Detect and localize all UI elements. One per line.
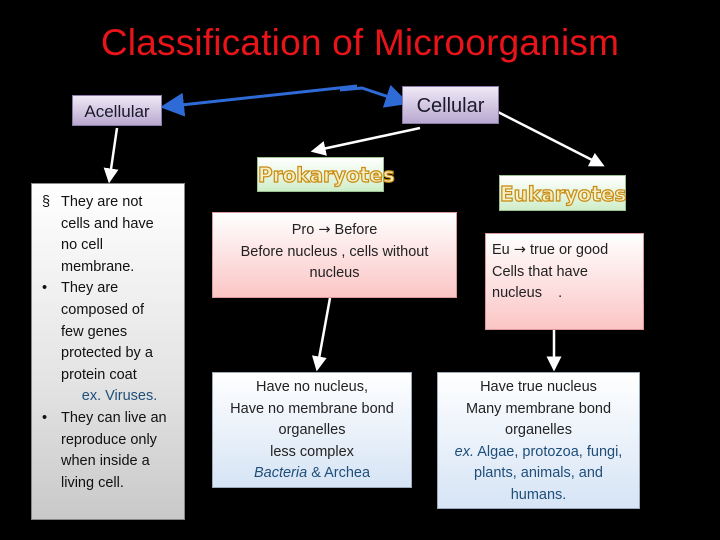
page-title: Classification of Microorganism [100,22,620,63]
meaning: true or good [529,242,609,258]
bullet-line: no cell [61,237,103,254]
example-value: Viruses. [105,388,158,405]
prokaryotes-features-box [212,372,412,488]
feature-line: organelles [278,422,346,438]
feature-line: Have no membrane bond [230,400,394,417]
meaning: Before [334,222,378,238]
acellular-example [61,386,178,408]
example-archea: Archea [324,465,371,481]
eukaryotes-etymology [492,240,643,262]
bullet-line: membrane. [61,258,135,275]
acellular-bullet-3 [32,408,178,494]
acellular-bullet-1 [32,192,178,278]
bullet-marker-icon: • [42,280,48,297]
bullet-line: composed of [61,301,145,318]
example-label: ex. [454,443,474,460]
eukaryotes-examples [438,442,639,464]
acellular-description-panel [31,183,185,520]
definition-line: Cells that have [492,263,588,280]
arrow-prokaryote-desc-to-features-icon [318,298,330,364]
definition-line: Before nucleus , cells without [240,243,429,260]
feature-line: Many membrane bond [465,400,612,417]
bullet-line: when inside a [61,453,150,470]
bullet-line: few genes [61,323,128,340]
example-line: humans. [510,486,567,503]
prokaryotes-box: Prokaryotes [257,157,384,192]
bullet-line: reproduce only [61,431,157,448]
bullet-marker-icon: § [42,194,51,210]
prefix: Pro [291,222,315,238]
eukaryotes-features-box [437,372,640,509]
eukaryotes-definition-box [485,233,644,330]
bullet-line: protected by a [61,345,153,362]
bullet-line: protein coat [61,366,137,383]
bullet-marker-icon: • [42,409,48,426]
connector-cellular-to-acellular-arrow-icon [172,86,357,106]
prokaryotes-examples [213,463,411,485]
arrow-cellular-to-eukaryotes-icon [498,112,598,163]
right-arrow-icon: → [318,222,331,238]
feature-line: Have true nucleus [480,379,597,395]
arrow-acellular-to-panel-icon [110,128,117,176]
prokaryotes-definition-box [212,212,457,298]
prokaryotes-etymology [213,220,456,242]
cellular-box: Cellular [402,86,499,124]
bullet-line: living cell. [61,474,124,491]
example-bacteria: Bacteria [253,465,308,481]
example-label: ex. [81,388,102,405]
definition-line: nucleus . [492,285,563,301]
right-arrow-icon: → [513,242,526,258]
example-line: Algae, protozoa, fungi, [477,443,623,460]
bullet-line: They are not [61,194,143,210]
bullet-line: They can live an [61,409,167,426]
feature-line: organelles [505,422,572,438]
eukaryotes-box: Eukaryotes [499,175,626,211]
definition-line: nucleus [309,265,360,281]
bullet-line: They are [61,280,119,297]
feature-line: less complex [270,443,354,460]
arrow-cellular-to-prokaryotes-icon [318,128,420,150]
acellular-bullet-2 [32,278,178,408]
prefix: Eu [492,242,510,258]
example-line: plants, animals, and [474,465,603,481]
connector-acellular-to-cellular-arrow-icon [340,88,398,100]
bullet-line: cells and have [61,215,154,232]
acellular-box: Acellular [72,95,162,126]
example-separator: & [311,465,321,481]
feature-line: Have no nucleus, [255,379,369,395]
